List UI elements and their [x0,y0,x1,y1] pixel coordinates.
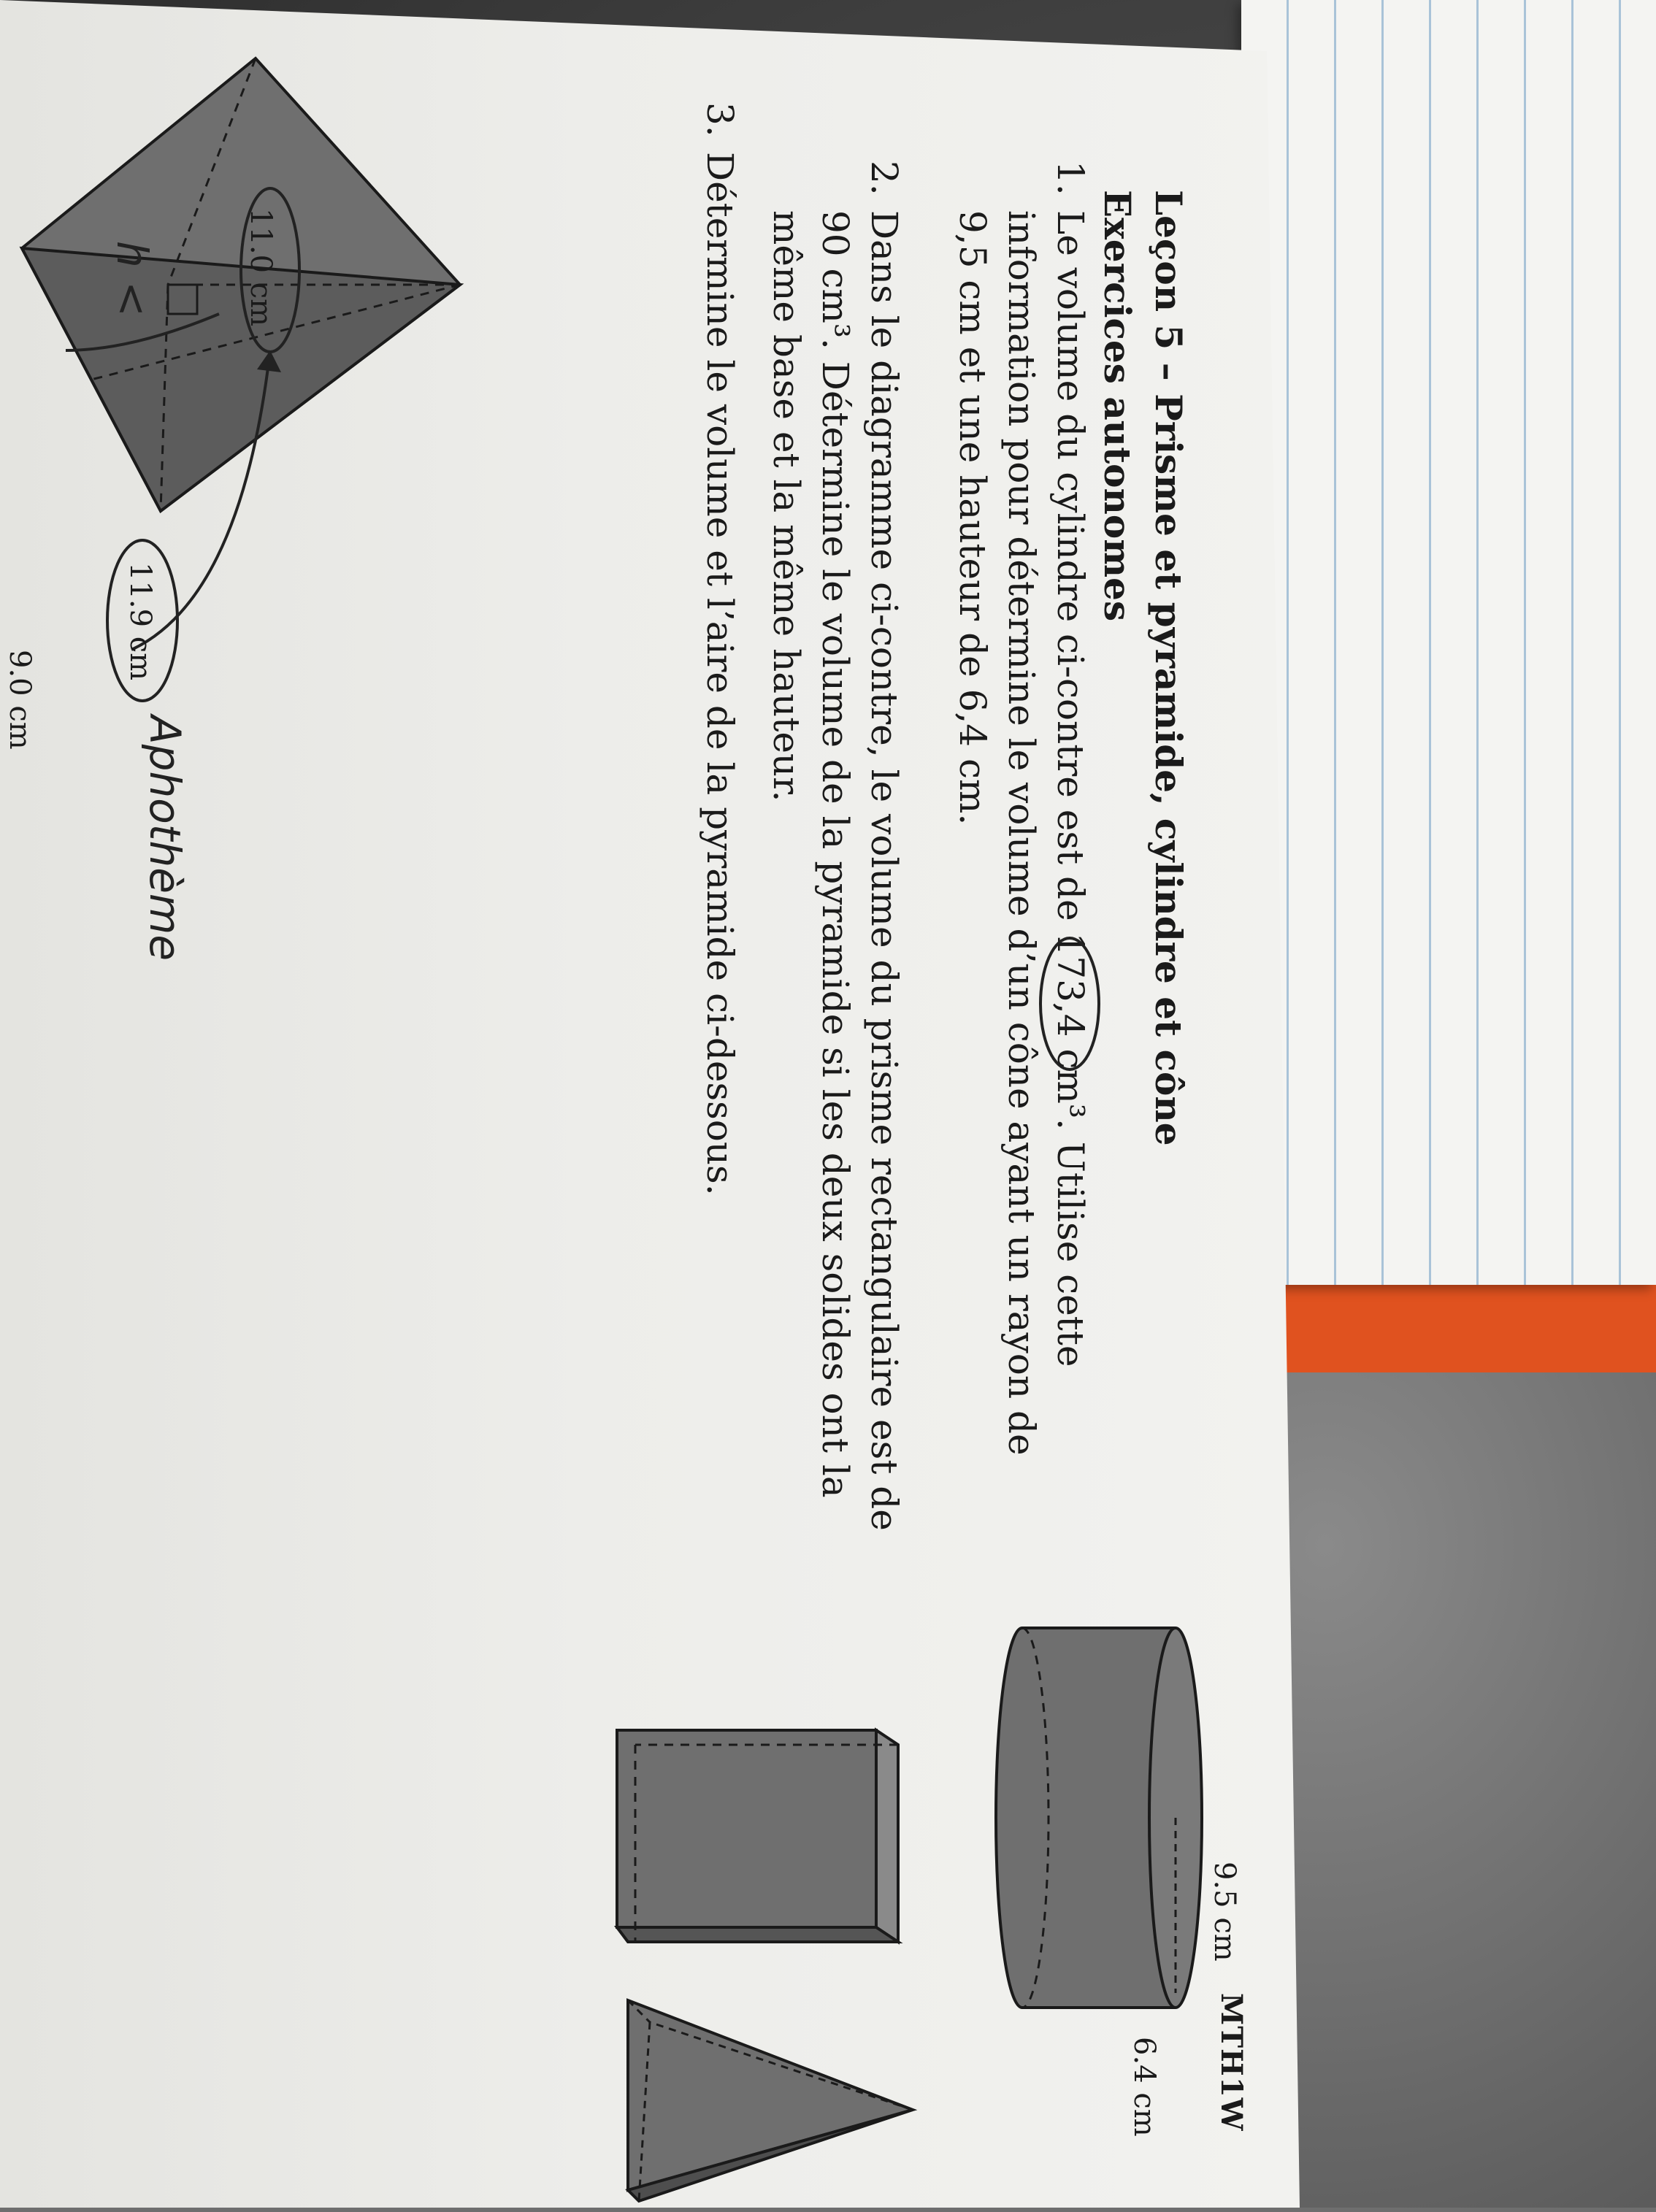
question-2-text-1: Dans le diagramme ci-contre, le volume du prisme rectangulaire est de [863,210,905,1531]
question-3-line-1 [699,102,741,1196]
question-3-number: 3. [699,102,741,137]
question-2-line-1 [863,161,905,1531]
question-1-number: 1. [1049,161,1092,196]
question-2-number: 2. [863,161,905,196]
pyramid-apothem-label: 11.9 cm [123,562,157,681]
cylinder-height-label: 6.4 cm [1127,2037,1161,2137]
cylinder-figure [986,1613,1205,2022]
lined-notebook [1241,0,1656,1285]
handwritten-circle-173 [1030,934,1103,1080]
section-title: Exercices autonomes [1096,190,1139,622]
rectangular-prism-figure [613,1723,905,1956]
pyramid-height-label: 11.0 cm [244,208,277,327]
question-3-text-1: Détermine le volume et l’aire de la pyramide ci-dessous. [699,152,741,1196]
pyramid-base-label: 9.0 cm [3,650,37,750]
question-1-line-2: information pour détermine le volume d’un cône ayant un rayon de [1000,210,1043,1456]
pyramid-figure-q2 [606,1978,927,2212]
lesson-title: Leçon 5 – Prisme et pyramide, cylindre et cône [1147,190,1190,1146]
worksheet-content [3,22,1249,2139]
question-2-line-3: même base et la même hauteur. [765,210,808,802]
question-1-line-1 [1049,161,1092,1367]
handwritten-height-note: h < [107,241,157,317]
course-code: MTH1W [1214,1993,1249,2132]
question-2-line-2: 90 cm³. Détermine le volume de la pyramide si les deux solides ont la [814,210,856,1498]
question-1-line-3: 9,5 cm et une hauteur de 6,4 cm. [951,210,994,826]
question-1-text-1: Le volume du cylindre ci-contre est de 173,4 cm³. Utilise cette [1049,210,1092,1367]
cylinder-radius-label: 9.5 cm [1208,1862,1241,1962]
handwritten-apothem-note: Aphothème [140,715,190,961]
